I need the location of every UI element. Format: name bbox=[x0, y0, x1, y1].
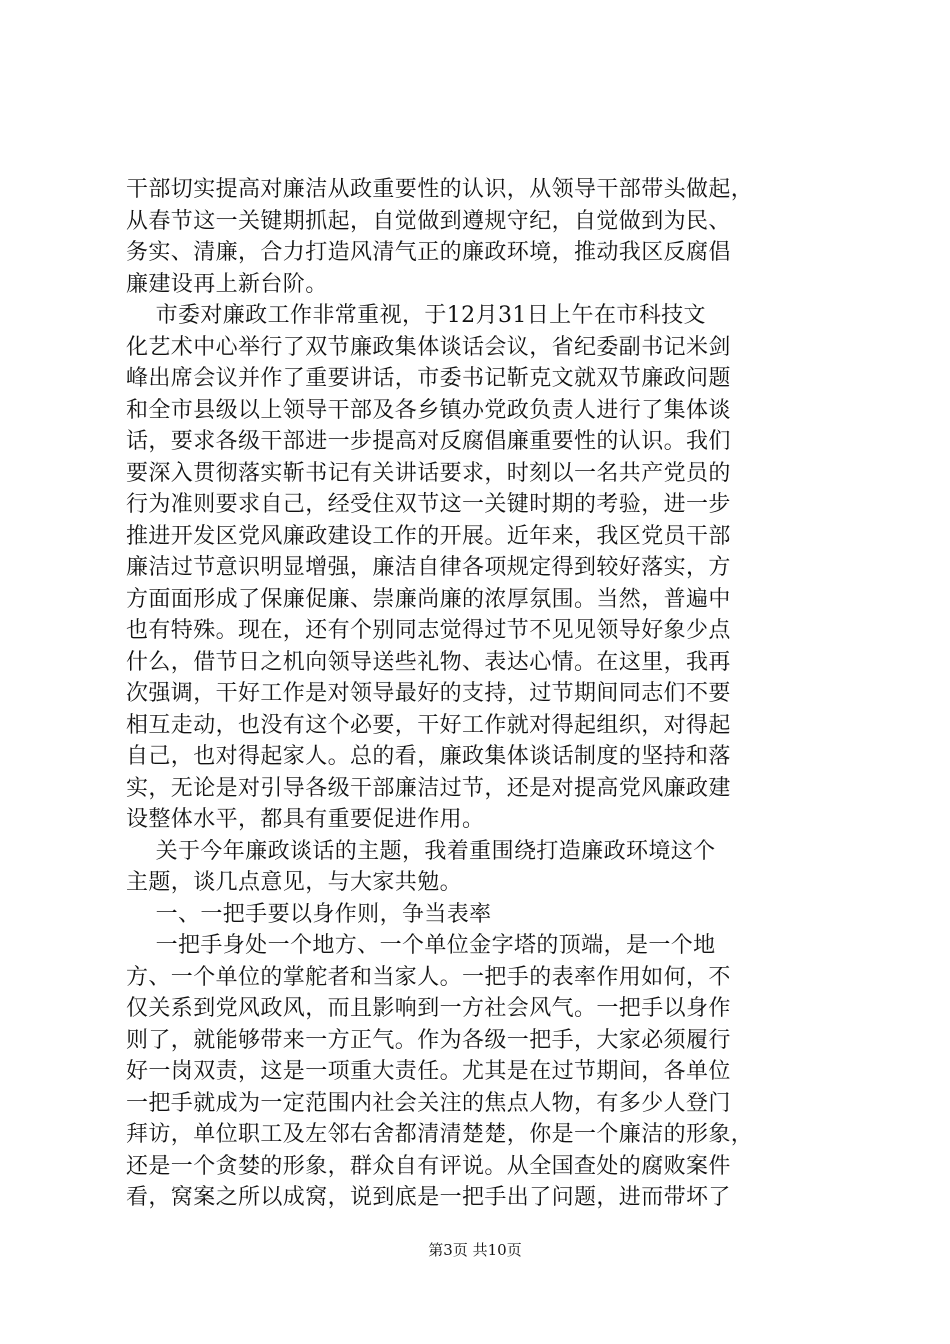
text-line: 好一岗双责，这是一项重大责任。尤其是在过节期间，各单位 bbox=[126, 1059, 731, 1084]
text-line: 化艺术中心举行了双节廉政集体谈话会议，省纪委副书记米剑 bbox=[126, 334, 731, 360]
text-line: 一把手身处一个地方、一个单位金字塔的顶端，是一个地 bbox=[126, 933, 716, 958]
text-line: 次强调，干好工作是对领导最好的支持，过节期间同志们不要 bbox=[126, 681, 731, 706]
text-line: 还是一个贪婪的形象，群众自有评说。从全国查处的腐败案件 bbox=[126, 1153, 731, 1179]
text-line: 拜访，单位职工及左邻右舍都清清楚楚，你是一个廉洁的形象， bbox=[126, 1122, 754, 1147]
text-line: 从春节这一关键期抓起，自觉做到遵规守纪，自觉做到为民、 bbox=[126, 208, 731, 234]
body-text bbox=[126, 174, 826, 1214]
text-line: 话，要求各级干部进一步提高对反腐倡廉重要性的认识。我们 bbox=[126, 429, 731, 454]
text-line: 一把手就成为一定范围内社会关注的焦点人物，有多少人登门 bbox=[126, 1090, 731, 1116]
text-line: 峰出席会议并作了重要讲话，市委书记靳克文就双节廉政问题 bbox=[126, 366, 731, 391]
text-line: 干部切实提高对廉洁从政重要性的认识，从领导干部带头做起， bbox=[126, 177, 754, 202]
text-line: 自己，也对得起家人。总的看，廉政集体谈话制度的坚持和落 bbox=[126, 744, 731, 769]
text-line: 仅关系到党风政风，而且影响到一方社会风气。一把手以身作 bbox=[126, 996, 731, 1021]
text-line: 方、一个单位的掌舵者和当家人。一把手的表率作用如何，不 bbox=[126, 964, 731, 990]
text-line: 行为准则要求自己，经受住双节这一关键时期的考验，进一步 bbox=[126, 492, 731, 517]
text-line: 和全市县级以上领导干部及各乡镇办党政负责人进行了集体谈 bbox=[126, 397, 731, 423]
text-line: 设整体水平，都具有重要促进作用。 bbox=[126, 807, 485, 832]
text-line: 要深入贯彻落实靳书记有关讲话要求，时刻以一名共产党员的 bbox=[126, 460, 731, 486]
text-line: 推进开发区党风廉政建设工作的开展。近年来，我区党员干部 bbox=[126, 523, 731, 549]
text-line: 实，无论是对引导各级干部廉洁过节，还是对提高党风廉政建 bbox=[126, 775, 731, 801]
text-line: 则了，就能够带来一方正气。作为各级一把手，大家必须履行 bbox=[126, 1027, 731, 1053]
text-line: 一、一把手要以身作则，争当表率 bbox=[126, 901, 492, 927]
text-line: 看，窝案之所以成窝，说到底是一把手出了问题，进而带坏了 bbox=[126, 1185, 731, 1210]
text-line: 主题，谈几点意见，与大家共勉。 bbox=[126, 870, 463, 895]
text-line: 方面面形成了保廉促廉、崇廉尚廉的浓厚氛围。当然，普遍中 bbox=[126, 586, 731, 612]
text-line: 市委对廉政工作非常重视，于12月31日上午在市科技文 bbox=[126, 303, 706, 328]
text-line: 务实、清廉，合力打造风清气正的廉政环境，推动我区反腐倡 bbox=[126, 240, 731, 265]
text-line: 廉建设再上新台阶。 bbox=[126, 271, 328, 297]
text-line: 也有特殊。现在，还有个别同志觉得过节不见见领导好象少点 bbox=[126, 618, 731, 643]
page-footer: 第3页 共10页 bbox=[428, 1241, 522, 1259]
text-line: 什么，借节日之机向领导送些礼物、表达心情。在这里，我再 bbox=[126, 649, 731, 675]
text-line: 关于今年廉政谈话的主题，我着重围绕打造廉政环境这个 bbox=[126, 838, 716, 864]
text-line: 相互走动，也没有这个必要，干好工作就对得起组织，对得起 bbox=[126, 712, 731, 738]
text-line: 廉洁过节意识明显增强，廉洁自律各项规定得到较好落实，方 bbox=[126, 555, 731, 580]
